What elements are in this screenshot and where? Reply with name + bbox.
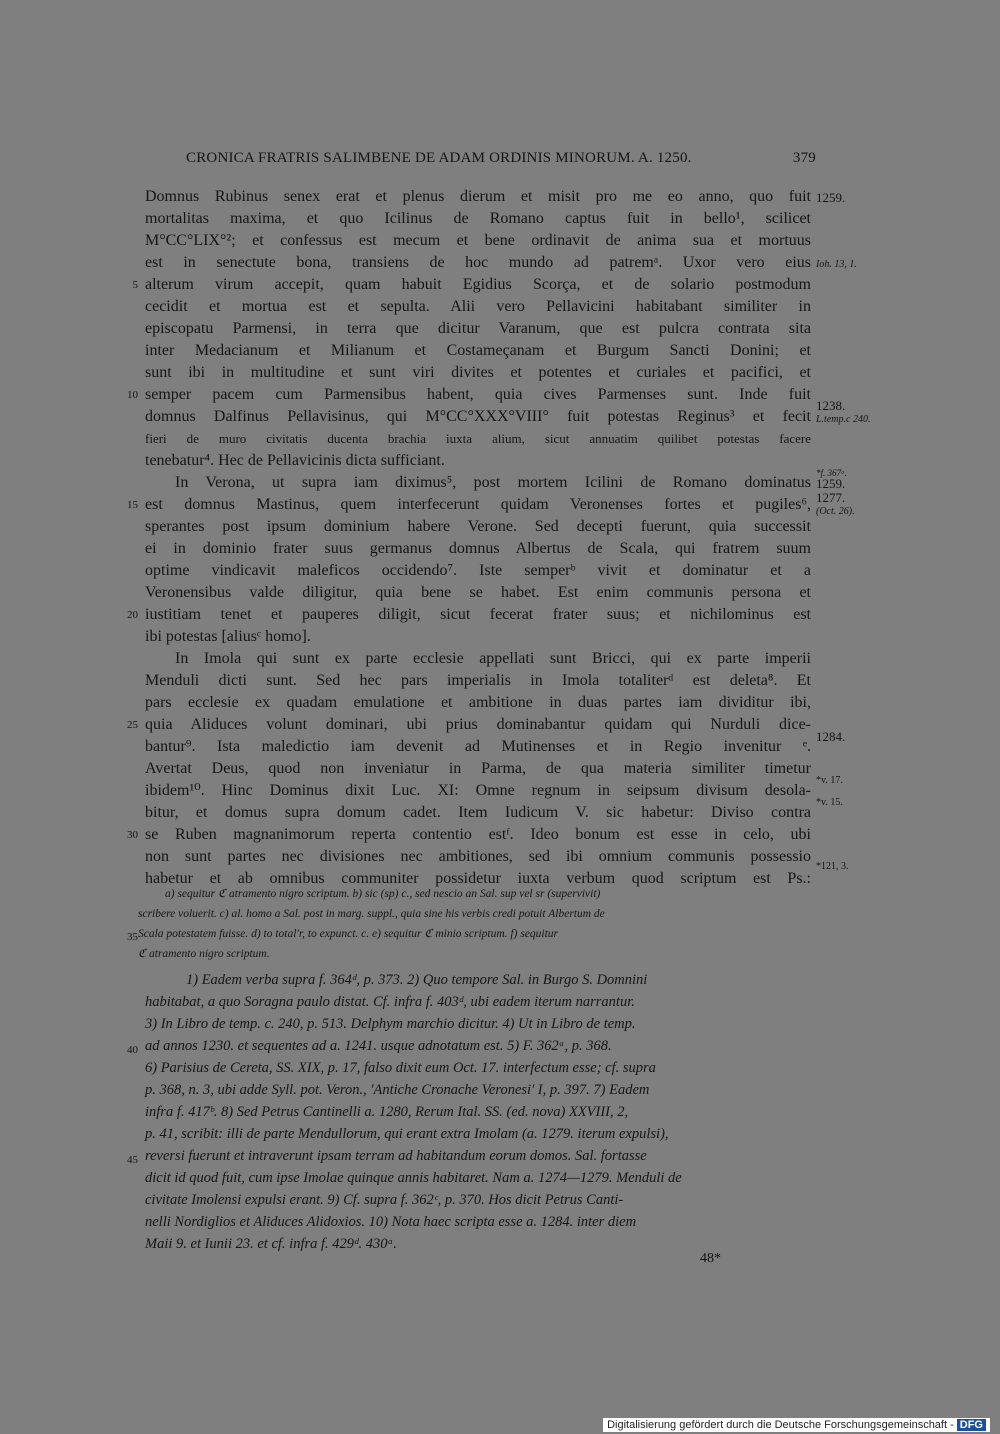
text-line: ei in dominio frater suus germanus domnus Albertus de Scala, qui fratrem suum bbox=[145, 540, 811, 557]
line-number: 35 bbox=[127, 931, 138, 943]
text-line: In Imola qui sunt ex parte ecclesie appellati sunt Bricci, qui ex parte imperii bbox=[175, 650, 811, 667]
text-line: optime vindicavit maleficos occidendo⁷. Iste semperᵇ vivit et dominatur et a bbox=[145, 562, 811, 579]
signature-mark: 48* bbox=[700, 1251, 721, 1266]
text-line: est in senectute bona, transiens de hoc mundo ad patremᵃ. Uxor vero eius bbox=[145, 254, 811, 271]
footnote-line: p. 41, scribit: illi de parte Mendullorum, qui erant extra Imolam (a. 1279. iterum expulsi), bbox=[145, 1126, 669, 1142]
margin-note: *v. 17. bbox=[816, 775, 843, 786]
footnote-line: 3) In Libro de temp. c. 240, p. 513. Delphym marchio dicitur. 4) Ut in Libro de temp. bbox=[145, 1016, 636, 1032]
margin-note: Ioh. 13, 1. bbox=[816, 259, 857, 270]
footnote-line: infra f. 417ᵇ. 8) Sed Petrus Cantinelli a. 1280, Rerum Ital. SS. (ed. nova) XXVIII, 2, bbox=[145, 1104, 629, 1120]
apparatus-line: scribere voluerit. c) al. homo a Sal. post in marg. suppl., quia sine his verbis credi potuit Albertum de bbox=[138, 908, 605, 920]
text-line: est domnus Mastinus, quem interfecerunt quidam Veronenses fortes et pugiles⁶, bbox=[145, 496, 811, 513]
header-title: CRONICA FRATRIS SALIMBENE DE ADAM ORDINIS MINORUM. A. 1250. bbox=[186, 150, 692, 166]
margin-note: 1277. bbox=[816, 490, 846, 505]
text-line: habetur et ab omnibus communiter possidetur iuxta verbum quod scriptum est Ps.: bbox=[145, 870, 811, 887]
apparatus-line: a) sequitur ℭ atramento nigro scriptum. b) sic (sp) c., sed nescio an Sal. sup vel sr (supervivit) bbox=[165, 888, 601, 900]
footnote-line: ad annos 1230. et sequentes ad a. 1241. usque adnotatum est. 5) F. 362ᵃ, p. 368. bbox=[145, 1038, 612, 1054]
credit-text: Digitalisierung gefördert durch die Deutsche Forschungsgemeinschaft - bbox=[607, 1419, 954, 1431]
running-header bbox=[186, 150, 816, 167]
margin-note: L.temp.c 240. bbox=[816, 414, 871, 425]
footnote-line: 1) Eadem verba supra f. 364ᵈ, p. 373. 2) Quo tempore Sal. in Burgo S. Domnini bbox=[186, 972, 648, 988]
text-line: ibi potestas [aliusᶜ homo]. bbox=[145, 628, 311, 645]
margin-note: 1259. bbox=[816, 190, 846, 205]
line-number: 45 bbox=[127, 1154, 138, 1166]
text-line: episcopatu Parmensi, in terra que dicitur Varanum, que est pulcra contrata sita bbox=[145, 320, 811, 337]
text-line: ibidem¹⁰. Hinc Dominus dixit Luc. XI: Omne regnum in seipsum divisum desola- bbox=[145, 782, 811, 799]
text-line: bitur, et domus supra domum cadet. Item Iudicum V. sic habetur: Diviso contra bbox=[145, 804, 811, 821]
line-number: 5 bbox=[132, 279, 138, 291]
text-line: tenebatur⁴. Hec de Pellavicinis dicta sufficiant. bbox=[145, 452, 445, 469]
text-line: Veronensibus valde diligitur, quia bene se habet. Est enim communis persona et bbox=[145, 584, 811, 601]
text-line: cecidit et mortua est et sepulta. Alii vero Pellavicini habitabant similiter in bbox=[145, 298, 811, 315]
text-line: bantur⁹. Ista maledictio iam devenit ad Mutinenses et in Regio invenitur ᵉ. bbox=[145, 738, 811, 755]
page-number: 379 bbox=[792, 150, 816, 166]
line-number: 30 bbox=[127, 829, 138, 841]
margin-note: 1238. bbox=[816, 398, 846, 413]
footnote-line: dicit id quod fuit, cum ipse Imolae quinque annis habitaret. Nam a. 1274—1279. Menduli de bbox=[145, 1170, 682, 1186]
footnote-line: p. 368, n. 3, ubi adde Syll. pot. Veron., 'Antiche Cronache Veronesi' I, p. 397. 7) Eadem bbox=[145, 1082, 650, 1098]
text-line: sperantes post ipsum dominium habere Verone. Sed decepti fuerunt, quia successit bbox=[145, 518, 811, 535]
digitization-credit bbox=[603, 1418, 990, 1432]
footnote-line: habitabat, a quo Soragna paulo distat. Cf. infra f. 403ᵈ, ubi eadem iterum narrantur. bbox=[145, 994, 635, 1010]
text-line: quia Aliduces volunt dominari, ubi prius dominabantur quidam qui Nurduli dice- bbox=[145, 716, 811, 733]
footnote-line: reversi fuerunt et intraverunt ipsam terram ad habitandum eorum domos. Sal. fortasse bbox=[145, 1148, 647, 1164]
apparatus-line: Scala potestatem fuisse. d) to total'r, to expunct. c. e) sequitur ℭ minio scriptum. f) sequitur bbox=[138, 928, 559, 940]
line-number: 10 bbox=[127, 389, 138, 401]
text-line: Avertat Deus, quod non inveniatur in Parma, de qua materia similiter timetur bbox=[145, 760, 811, 777]
footnote-line: 6) Parisius de Cereta, SS. XIX, p. 17, falso dixit eum Oct. 17. interfectum esse; cf. supra bbox=[145, 1060, 656, 1076]
margin-note: *121, 3. bbox=[816, 861, 849, 872]
line-number: 15 bbox=[127, 499, 138, 511]
margin-note: 1259. bbox=[816, 476, 846, 491]
footnote-line: nelli Nordiglios et Aliduces Alidoxios. 10) Nota haec scripta esse a. 1284. inter diem bbox=[145, 1214, 637, 1230]
line-number: 40 bbox=[127, 1044, 138, 1056]
text-line: alterum virum accepit, quam habuit Egidius Scorça, et de solario postmodum bbox=[145, 276, 811, 293]
text-line: fieri de muro civitatis ducenta brachia iuxta alium, sicut annuatim quilibet potestas facere bbox=[145, 431, 811, 446]
text-line: domnus Dalfinus Pellavisinus, qui M°CC°XXX°VIII° fuit potestas Reginus³ et fecit bbox=[145, 408, 811, 425]
text-line: In Verona, ut supra iam diximus⁵, post mortem Icilini de Romano dominatus bbox=[175, 474, 811, 491]
text-line: sunt ibi in multitudine et sunt viri divites et potentes et curiales et pacifici, et bbox=[145, 364, 811, 381]
apparatus-line: ℭ atramento nigro scriptum. bbox=[138, 948, 270, 960]
margin-note: 1284. bbox=[816, 729, 846, 744]
text-line: Menduli dicti sunt. Sed hec pars imperialis in Imola totaliterᵈ est deleta⁸. Et bbox=[145, 672, 811, 689]
text-line: iustitiam tenet et pauperes diligit, sicut fecerat frater suus; et nichilominus est bbox=[145, 606, 811, 623]
line-number: 25 bbox=[127, 719, 138, 731]
margin-note: *f. 367ᵃ. bbox=[816, 468, 847, 478]
text-line: mortalitas maxima, et quo Icilinus de Romano captus fuit in bello¹, scilicet bbox=[145, 210, 811, 227]
dfg-logo: DFG bbox=[957, 1419, 986, 1431]
footnote-line: Maii 9. et Iunii 23. et cf. infra f. 429ᵈ. 430ᵃ. bbox=[145, 1236, 397, 1252]
line-number: 20 bbox=[127, 609, 138, 621]
margin-note: (Oct. 26). bbox=[816, 506, 855, 517]
footnote-line: civitate Imolensi expulsi erant. 9) Cf. supra f. 362ᶜ, p. 370. Hos dicit Petrus Canti- bbox=[145, 1192, 624, 1208]
text-line: inter Medacianum et Milianum et Costameçanam et Burgum Sancti Donini; et bbox=[145, 342, 811, 359]
text-line: pars ecclesie ex quadam emulatione et ambitione in duas partes iam dividitur ibi, bbox=[145, 694, 811, 711]
margin-note: *v. 15. bbox=[816, 797, 843, 808]
text-line: M°CC°LIX°²; et confessus est mecum et bene ordinavit de anima sua et mortuus bbox=[145, 232, 811, 249]
text-line: se Ruben magnanimorum reperta contentio estᶠ. Ideo bonum est esse in celo, ubi bbox=[145, 826, 811, 843]
text-line: Domnus Rubinus senex erat et plenus dierum et misit pro me eo anno, quo fuit bbox=[145, 188, 811, 205]
text-line: semper pacem cum Parmensibus habent, quia cives Parmenses sunt. Inde fuit bbox=[145, 386, 811, 403]
text-line: non sunt partes nec divisiones nec ambitiones, sed ibi omnium communis possessio bbox=[145, 848, 811, 865]
